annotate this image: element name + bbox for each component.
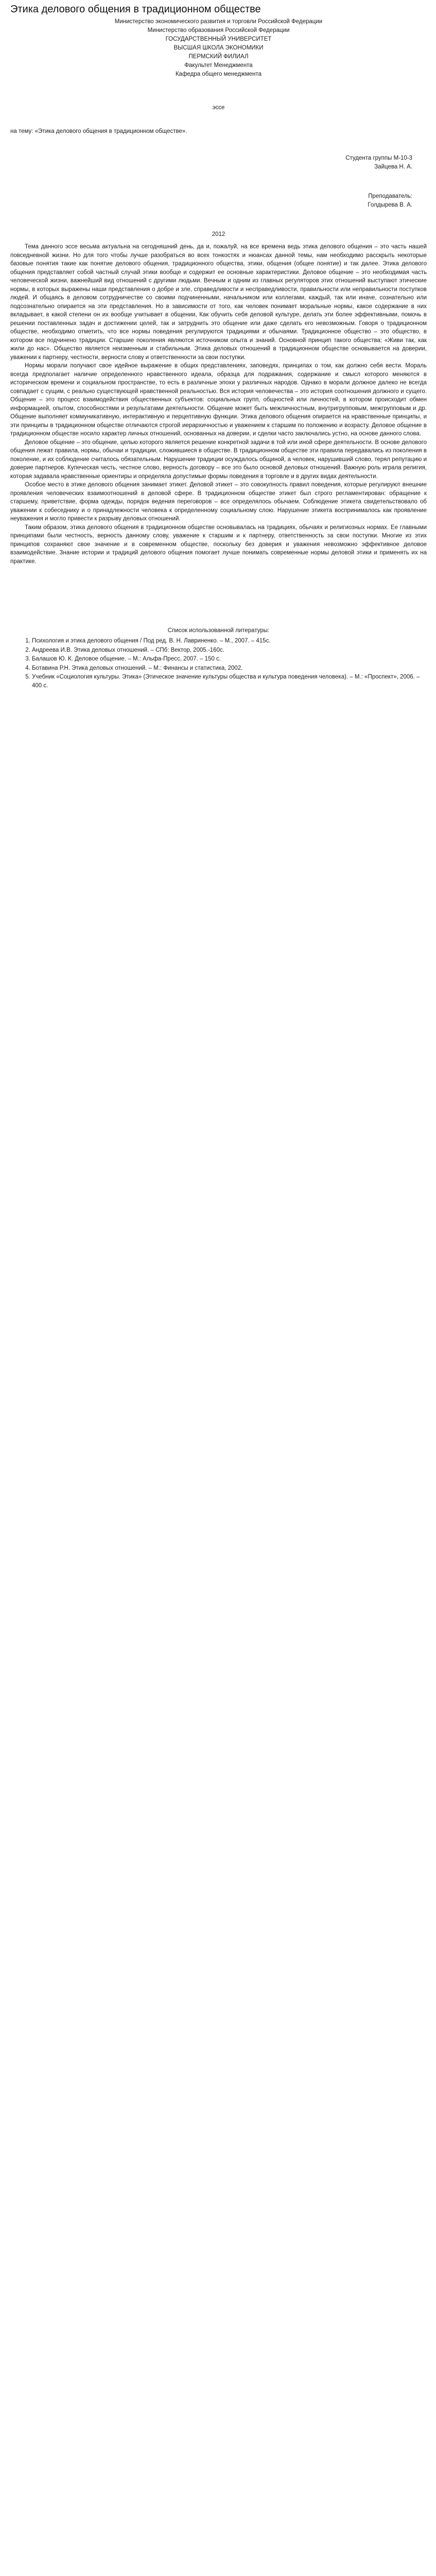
essay-label: эссе [212,105,225,111]
faculty-name: Факультет Менеджмента [184,62,253,69]
body-paragraph: Таким образом, этика делового общения в традиционном обществе основывалась на традициях, обычаях и религиозных нормах. Ее главными принципами были честность, верность данному слову, уважение к старшим и к партнеру, ответственность за свои поступки. Многие из этих принципов сохраняют свое значение и в современном обществе, поскольку без доверия и уважения невозможно эффективное деловое взаимодействие. Знание истории и традиций делового общения помогает лучше понимать современные нормы деловой этики и применять их на практике. [10,524,427,565]
ministry-line-1: Министерство экономического развития и торговли Российской Федерации [114,19,323,25]
student-group-label: Студента группы М-10-3 [345,155,412,161]
body-paragraph: Деловое общение – это общение, целью которого является решение конкретной задачи в той или иной сфере деятельности. В основе делового общения лежат правила, нормы, обычаи и традиции, сложившиеся в обществе. В традиционном обществе эти правила передавались из поколения в поколение, и их соблюдение считалось обязательным. Нарушение традиции осуждалось общиной, а человек, нарушивший слово, терял репутацию и доверие партнеров. Купеческая честь, честное слово, верность договору – все это было основой деловых отношений. Важную роль играла религия, которая задавала нравственные ориентиры и определяла допустимые формы поведения в торговле и в других видах деятельности. [10,439,427,480]
body-paragraph: Нормы морали получают свое идейное выражение в общих представлениях, заповедях, принципах о том, как должно себя вести. Мораль всегда предполагает наличие определенного нравственного идеала, образца для подражания, содержание и смысл которого меняются в историческом времени и социальном пространстве, то есть в различные эпохи у различных народов. Однако в морали должное далеко не всегда совпадает с сущим, с реально существующей нравственной реальностью. Вся история человечества – это история соотношения должного и сущего. Общение – это процесс взаимодействия общественных субъектов: социальных групп, общностей или личностей, в котором происходит обмен информацией, опытом, способностями и результатами деятельности. Общение может быть межличностным, внутригрупповым, межгрупповым и др. Общение выполняет коммуникативную, интерактивную и перцептивную функции. Этика делового общения опирается на нравственные принципы, и эти принципы в традиционном обществе отличаются строгой иерархичностью и уважением к старшим по положению и возрасту. Деловое общение в традиционном обществе носило характер личных отношений, основанных на доверии, и сделки часто заключались устно, на основе данного слова. [10,363,427,437]
teacher-block [10,192,427,210]
university-name: ГОСУДАРСТВЕННЫЙ УНИВЕРСИТЕТ [165,36,272,42]
reference-item: 3. Балашов Ю. К. Деловое общение. – М.: Альфа-Пресс, 2007. – 150 с. [32,655,427,664]
student-name: Зайцева Н. А. [374,164,412,170]
teacher-label: Преподаватель: [368,193,412,199]
title-page-header [10,18,427,79]
student-block [10,154,427,172]
year-label: 2012 [212,231,225,238]
references-list [10,637,427,690]
reference-item: 4. Ботавина Р.Н. Этика деловых отношений. – М.: Финансы и статистика, 2002. [32,664,427,673]
references-title: Список использованной литературы: [167,628,270,634]
body-paragraph: Особое место в этике делового общения занимает этикет. Деловой этикет – это совокупность правил поведения, которые регулируют внешние проявления человеческих взаимоотношений в деловой сфере. В традиционном обществе этикет был строго регламентирован: обращение к старшему, приветствие, форма одежды, порядок ведения переговоров – все определялось обычаем. Соблюдение этикета свидетельствовало об уважении к собеседнику и о принадлежности человека к определенному социальному слою. Нарушение этикета воспринималось как проявление неуважения и могло привести к разрыву деловых отношений. [10,482,427,522]
department-name: Кафедра общего менеджмента [175,71,262,77]
essay-topic: на тему: «Этика делового общения в традиционном обществе». [10,128,187,134]
body-paragraph: Тема данного эссе весьма актуальна на сегодняшний день, да и, пожалуй, на все времена ведь этика делового общения – это часть нашей повседневной жизни. Но для того чтобы лучше разобраться во всех тонкостях и нюансах данной темы, нам необходимо расскрыть некоторые базовые понятия такие как понятие делового общения, традиционного общества, этики, общения (общее понятие) и так далее. Этика делового общения представляет собой частный случай этики вообще и содержит ее основные характеристики. Деловое общение – это необходимая часть человеческой жизни, важнейший вид отношений с другими людьми. Вечным и одним из главных регуляторов этих отношений выступают этические нормы, в которых выражены наши представления о добре и зле, справедливости и несправедливости, правильности или неправильности поступков людей. И общаясь в деловом сотрудничестве со своими подчиненными, начальником или коллегами, каждый, так или иначе, сознательно или подсознательно опирается на эти представления. Но в зависимости от того, как человек понимает моральные нормы, какое содержание в них вкладывает, в какой степени он их вообще учитывает в общении, Как обучить себя деловой культуре, делать эти более эффективными, помочь в решении поставленных задач и достижении целей, так и затруднить это общение или даже сделать его невозможным. Говоря о традиционном обществе, необходимо отметить, что все нормы поведения регулируются традициями и обычаями. Традиционное общество – это общество, в котором все подчинено традиции. Старшие поколения являются источником опыта и знаний. Основной принцип такого общества: «Живи так, как жили до нас». Общество является неизменным и стабильным. Этика деловых отношений в традиционном обществе основывается на доверии, уважении к партнеру, честности, верности слову и ответственности за свои поступки. [10,244,427,361]
teacher-name: Голдырева В. А. [368,202,412,208]
school-name: ВЫСШАЯ ШКОЛА ЭКОНОМИКИ [173,45,264,51]
reference-item: 5. Учебник «Социология культуры. Этика» (Этическое значение культуры общества и культура поведения человека). – М.: «Проспект», 2006. – 400 с. [32,673,427,690]
ministry-line-2: Министерство образования Российской Федерации [147,27,290,33]
essay-body [10,243,427,566]
reference-item: 2. Андреева И.В. Этика деловых отношений. – СПб: Вектор, 2005.-160с. [32,646,427,655]
reference-item: 1. Психология и этика делового общения / Под ред. В. Н. Лавриненко. – М., 2007. – 415с. [32,637,427,646]
branch-name: ПЕРМСКИЙ ФИЛИАЛ [188,54,249,60]
document-heading: Этика делового общения в традиционном обществе [10,4,261,15]
